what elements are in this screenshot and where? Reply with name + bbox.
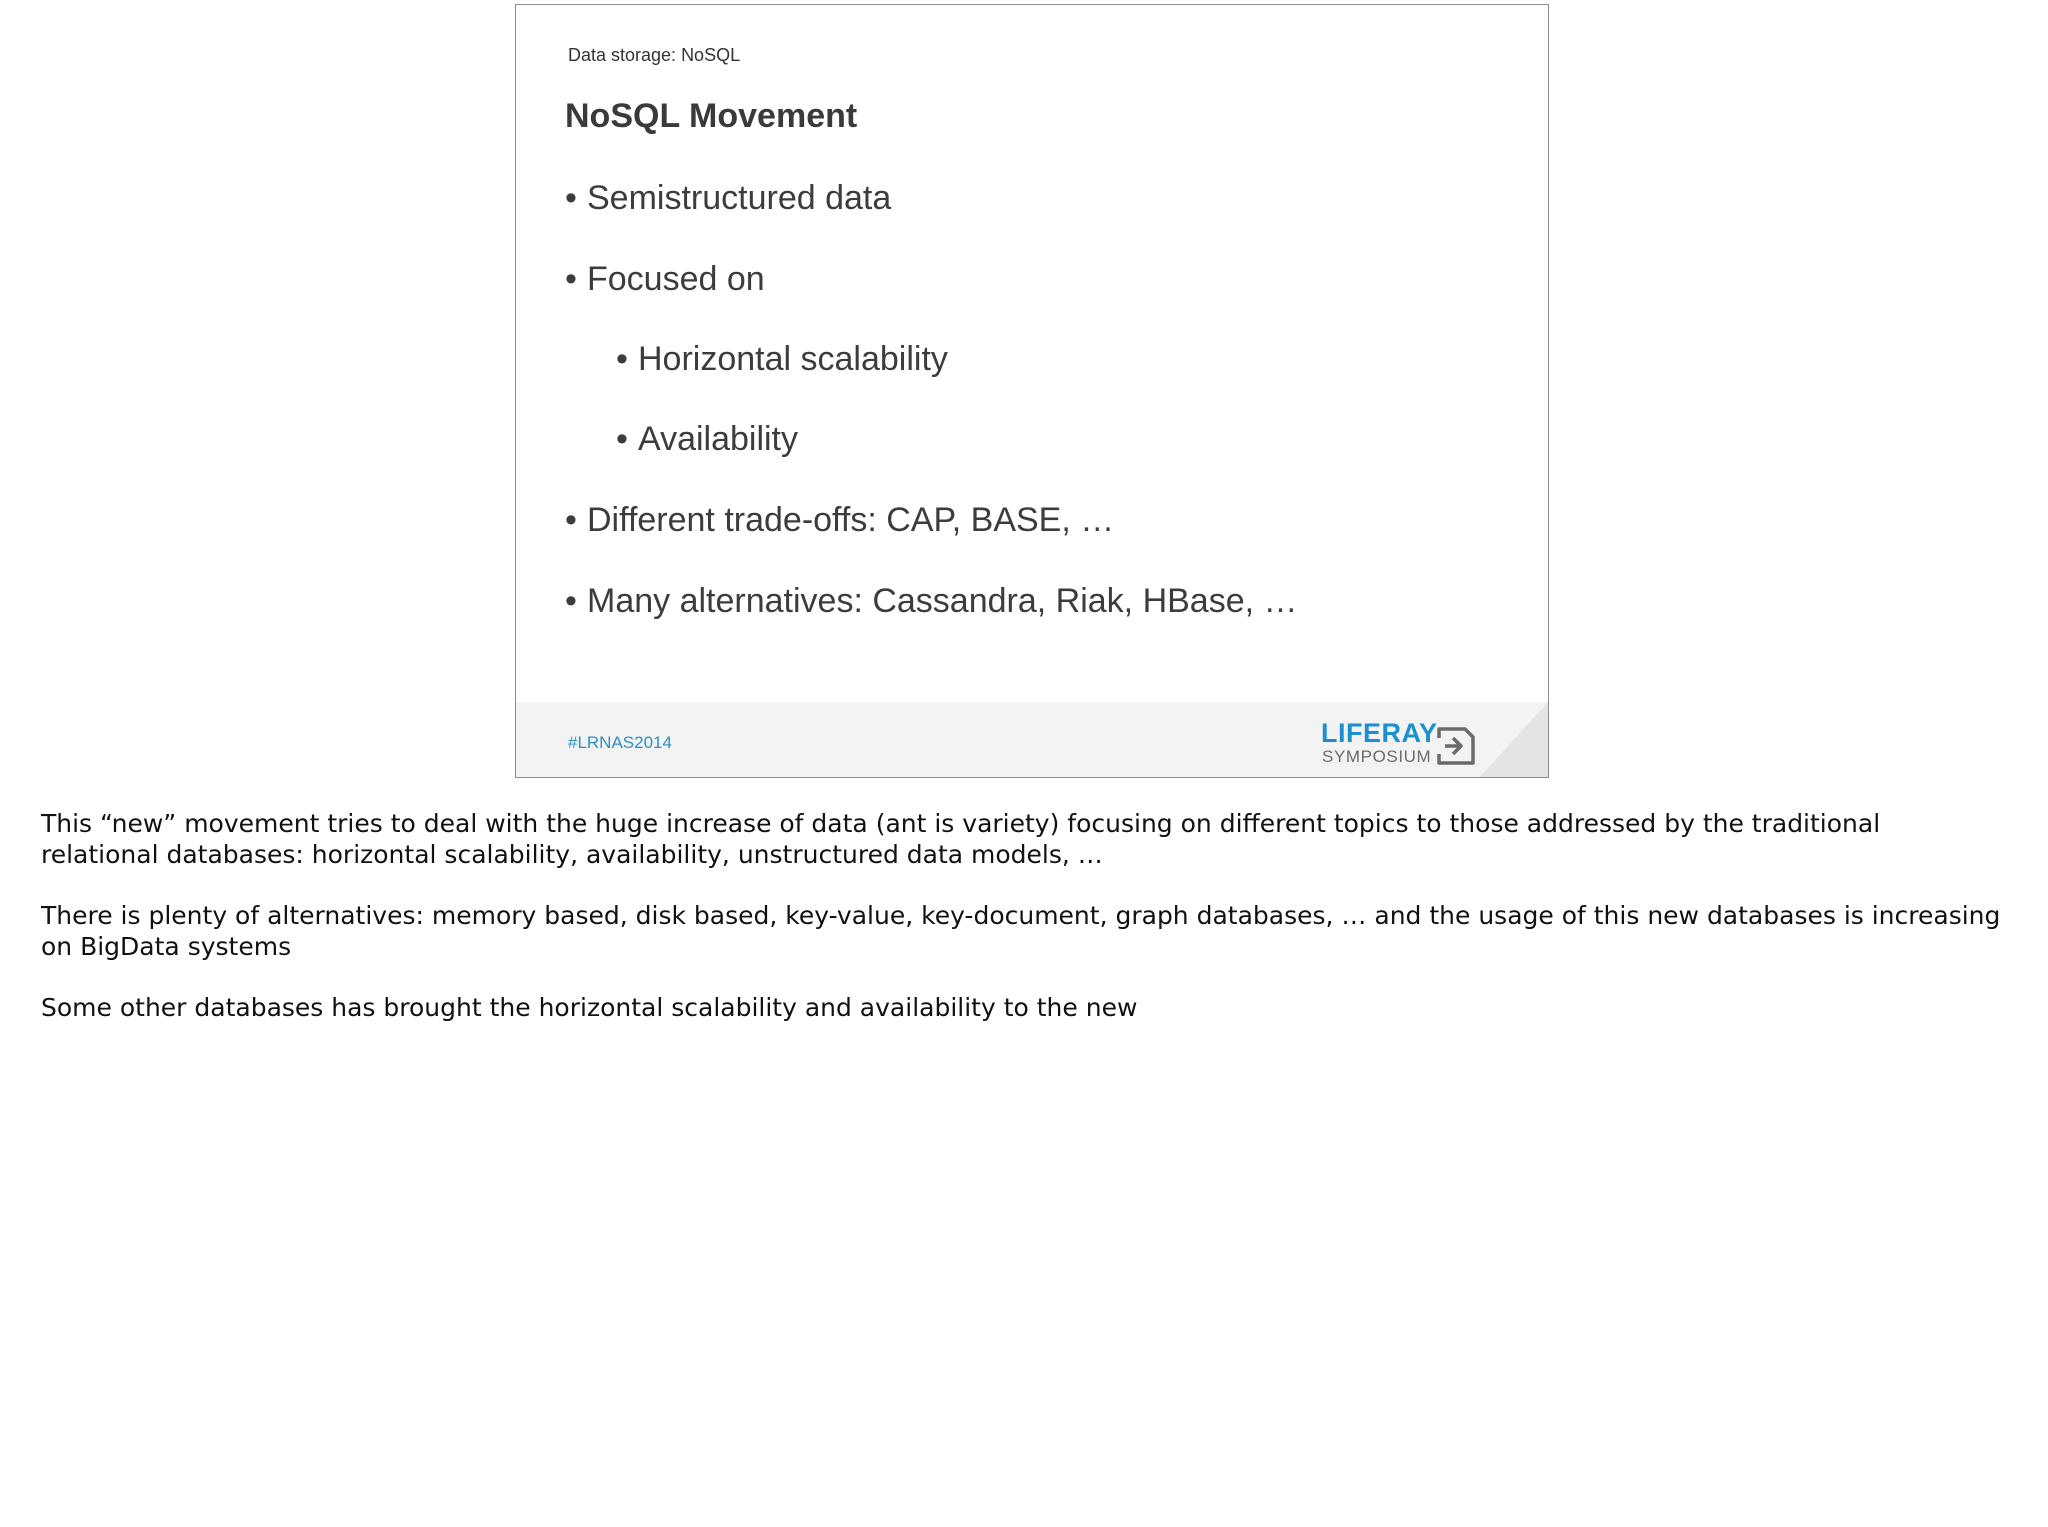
slide: [515, 4, 1549, 778]
bullet-marker: •: [565, 501, 577, 539]
bullet-text: Semistructured data: [587, 179, 892, 217]
bullet-item: [565, 260, 765, 299]
logo-sub-text: SYMPOSIUM: [1322, 747, 1432, 766]
footer-stripe: [1478, 702, 1548, 778]
bullet-item: [565, 582, 1298, 621]
bullet-marker: •: [565, 582, 577, 620]
bullet-item: [565, 501, 1114, 540]
sub-bullet-item: [616, 340, 948, 379]
bullet-text: Horizontal scalability: [638, 340, 948, 378]
footer-hashtag: #LRNAS2014: [568, 733, 672, 752]
bullet-marker: •: [565, 179, 577, 217]
speaker-notes: [41, 808, 2001, 1053]
slide-section-label: Data storage: NoSQL: [568, 45, 741, 65]
bullet-text: Many alternatives: Cassandra, Riak, HBase, …: [587, 582, 1298, 620]
logo-main-text: LIFERAY: [1321, 718, 1438, 748]
notes-paragraph: This “new” movement tries to deal with the huge increase of data (ant is variety) focusing on different topics to those addressed by the traditional relational databases: horizontal scalability, availability, unstructured data models, …: [41, 809, 1881, 869]
bullet-marker: •: [616, 340, 628, 378]
sub-bullet-item: [616, 420, 798, 459]
liferay-symposium-logo: [1321, 719, 1481, 771]
bullet-text: Focused on: [587, 260, 765, 298]
notes-paragraph: Some other databases has brought the horizontal scalability and availability to the new: [41, 993, 1138, 1022]
bullet-text: Different trade-offs: CAP, BASE, …: [587, 501, 1115, 539]
bullet-text: Availability: [638, 420, 799, 458]
slide-title: NoSQL Movement: [565, 97, 858, 135]
bullet-item: [565, 179, 891, 218]
notes-paragraph: There is plenty of alternatives: memory based, disk based, key-value, key-document, graph databases, … and the usage of this new databases is increasing on BigData systems: [41, 901, 2001, 961]
bullet-marker: •: [616, 420, 628, 458]
sign-in-arrow-icon: [1435, 726, 1475, 766]
bullet-marker: •: [565, 260, 577, 298]
